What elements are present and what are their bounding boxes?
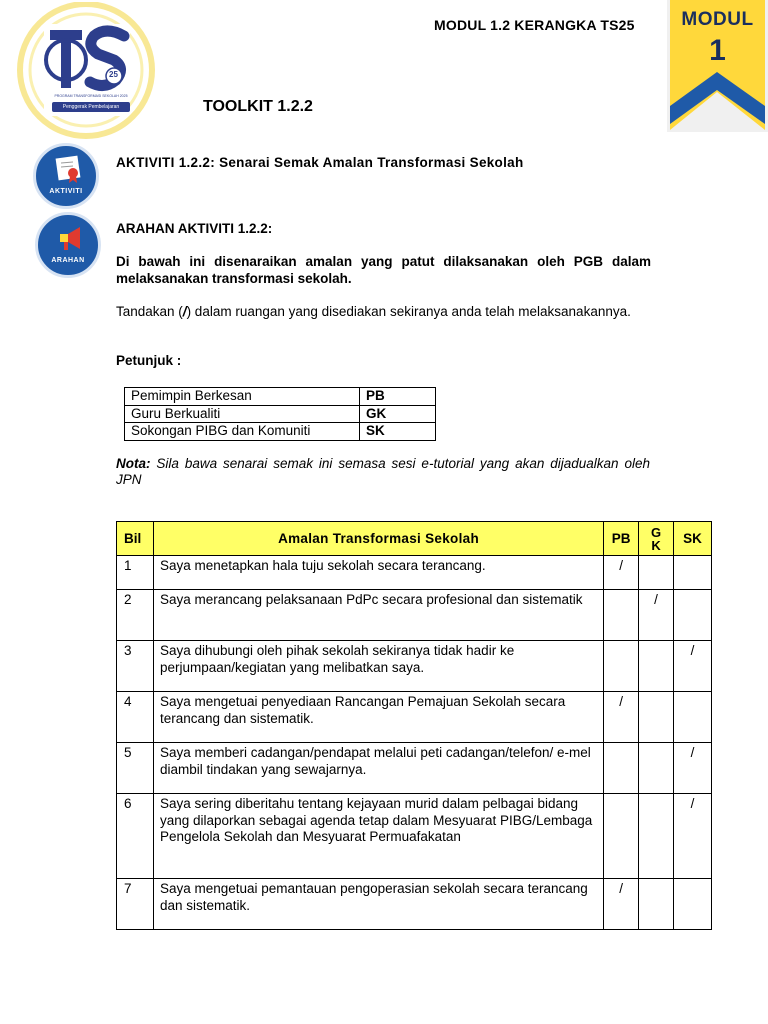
checklist-table: [116, 521, 712, 930]
row-bil: 1: [117, 556, 154, 590]
instruction-text-after: ) dalam ruangan yang disediakan sekiranya anda telah melaksanakannya.: [186, 304, 631, 319]
modul-word: MODUL: [681, 9, 754, 30]
row-bil: 3: [117, 641, 154, 692]
row-bil: 2: [117, 590, 154, 641]
arahan-badge: [35, 212, 101, 278]
legend-code: SK: [360, 423, 436, 441]
row-gk-cell[interactable]: [639, 556, 674, 590]
row-bil: 6: [117, 794, 154, 879]
header-gk: [639, 522, 674, 556]
aktiviti-title: AKTIVITI 1.2.2: Senarai Semak Amalan Transformasi Sekolah: [116, 155, 524, 170]
row-pb-cell[interactable]: [604, 641, 639, 692]
header-gk-line2: K: [651, 537, 661, 553]
row-gk-cell[interactable]: /: [639, 590, 674, 641]
row-gk-cell[interactable]: [639, 743, 674, 794]
ts25-logo-graphic: [6, 2, 168, 144]
row-pb-cell[interactable]: /: [604, 556, 639, 590]
logo-caption: PROGRAM TRANSFORMASI SEKOLAH 2025: [54, 94, 128, 98]
arahan-title: ARAHAN AKTIVITI 1.2.2:: [116, 221, 273, 236]
header-bil: Bil: [117, 522, 154, 556]
ts25-logo: [6, 2, 168, 144]
row-gk-cell[interactable]: [639, 641, 674, 692]
module-header-title: MODUL 1.2 KERANGKA TS25: [434, 17, 635, 33]
row-pb-cell[interactable]: [604, 743, 639, 794]
table-row: [117, 794, 712, 879]
row-sk-cell[interactable]: [674, 556, 712, 590]
header-gk-line1: G: [650, 524, 662, 540]
row-gk-cell[interactable]: [639, 692, 674, 743]
legend-row: [125, 423, 436, 441]
row-pb-cell[interactable]: [604, 794, 639, 879]
row-gk-cell[interactable]: [639, 879, 674, 930]
row-sk-cell[interactable]: /: [674, 641, 712, 692]
row-text: Saya menetapkan hala tuju sekolah secara terancang.: [153, 556, 603, 590]
table-row: [117, 743, 712, 794]
row-text: Saya memberi cadangan/pendapat melalui peti cadangan/telefon/ e-mel diambil tindakan yang sewajarnya.: [153, 743, 603, 794]
legend-code: PB: [360, 388, 436, 406]
row-sk-cell[interactable]: [674, 692, 712, 743]
logo-number: 25: [109, 70, 118, 79]
row-gk-cell[interactable]: [639, 794, 674, 879]
checklist-header-row: [117, 522, 712, 556]
header-amalan: Amalan Transformasi Sekolah: [153, 522, 603, 556]
arahan-badge-label: ARAHAN: [51, 257, 85, 264]
row-text: Saya mengetuai pemantauan pengoperasian sekolah secara terancang dan sistematik.: [153, 879, 603, 930]
row-text: Saya merancang pelaksanaan PdPc secara profesional dan sistematik: [153, 590, 603, 641]
row-bil: 4: [117, 692, 154, 743]
instruction-text-before: Tandakan (: [116, 304, 183, 319]
row-sk-cell[interactable]: /: [674, 743, 712, 794]
row-sk-cell[interactable]: [674, 590, 712, 641]
header-sk: SK: [674, 522, 712, 556]
table-row: [117, 879, 712, 930]
header-pb: PB: [604, 522, 639, 556]
petunjuk-title: Petunjuk :: [116, 353, 182, 368]
legend-code: GK: [360, 405, 436, 423]
legend-name: Sokongan PIBG dan Komuniti: [125, 423, 360, 441]
modul-banner: [667, 0, 768, 132]
legend-name: Guru Berkualiti: [125, 405, 360, 423]
row-pb-cell[interactable]: [604, 590, 639, 641]
megaphone-icon: [56, 223, 86, 253]
legend-table: [124, 387, 436, 441]
legend-row: [125, 405, 436, 423]
nota-label: Nota:: [116, 456, 151, 471]
table-row: [117, 692, 712, 743]
table-row: [117, 641, 712, 692]
nota: [116, 456, 650, 488]
certificate-icon: [54, 154, 84, 184]
modul-number: 1: [709, 34, 726, 67]
instruction-text: [116, 303, 651, 320]
row-text: Saya dihubungi oleh pihak sekolah sekiranya tidak hadir ke perjumpaan/kegiatan yang melibatkan saya.: [153, 641, 603, 692]
row-text: Saya sering diberitahu tentang kejayaan murid dalam pelbagai bidang yang dilaporkan sebagai agenda tetap dalam Mesyuarat PIBG/Lembaga Pengelola Sekolah dan Mesyuarat Permuafakatan: [153, 794, 603, 879]
instruction-mark: /: [182, 304, 187, 319]
toolkit-title: TOOLKIT 1.2.2: [203, 98, 313, 115]
table-row: [117, 556, 712, 590]
legend-name: Pemimpin Berkesan: [125, 388, 360, 406]
row-bil: 5: [117, 743, 154, 794]
row-text: Saya mengetuai penyediaan Rancangan Pemajuan Sekolah secara terancang dan sistematik.: [153, 692, 603, 743]
table-row: [117, 590, 712, 641]
row-bil: 7: [117, 879, 154, 930]
legend-row: [125, 388, 436, 406]
row-sk-cell[interactable]: /: [674, 794, 712, 879]
logo-tagline: Penggerak Pembelajaran Bermakna: [52, 102, 130, 112]
aktiviti-badge-label: AKTIVITI: [49, 188, 83, 195]
row-sk-cell[interactable]: [674, 879, 712, 930]
aktiviti-badge: [33, 143, 99, 209]
row-pb-cell[interactable]: /: [604, 692, 639, 743]
nota-text: Sila bawa senarai semak ini semasa sesi e-tutorial yang akan dijadualkan oleh JPN: [116, 456, 650, 487]
row-pb-cell[interactable]: /: [604, 879, 639, 930]
instruction-bold: Di bawah ini disenaraikan amalan yang patut dilaksanakan oleh PGB dalam melaksanakan transformasi sekolah.: [116, 254, 651, 286]
